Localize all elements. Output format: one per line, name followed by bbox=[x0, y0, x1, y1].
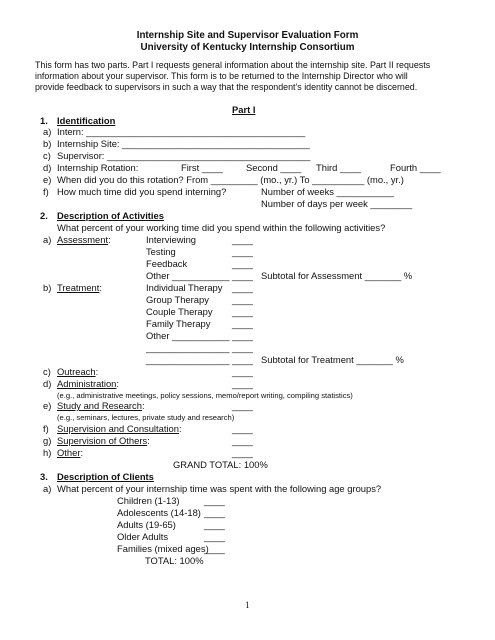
age-group-children: Children (1-13) bbox=[117, 495, 180, 506]
item-1c-letter: c) bbox=[43, 150, 51, 161]
item-2h-letter: h) bbox=[43, 447, 52, 458]
feedback-blank[interactable]: ____ bbox=[232, 258, 253, 269]
outreach-label: Outreach: bbox=[57, 366, 99, 377]
page-number: 1 bbox=[245, 600, 250, 610]
activities-question: What percent of your working time did you spend within the following activities? bbox=[57, 222, 386, 233]
form-title: Internship Site and Supervisor Evaluation Form bbox=[136, 30, 359, 41]
study-research-note: (e.g., seminars, lectures, private study and research) bbox=[57, 413, 235, 422]
item-2a-letter: a) bbox=[43, 234, 52, 245]
item-2c-letter: c) bbox=[43, 366, 51, 377]
item-1d-letter: d) bbox=[43, 162, 52, 173]
activity-individual-therapy: Individual Therapy bbox=[146, 282, 223, 293]
group-therapy-blank[interactable]: ____ bbox=[232, 294, 253, 305]
activity-feedback: Feedback bbox=[146, 258, 188, 269]
section-3-title: Description of Clients bbox=[57, 471, 154, 482]
intro-line-3: provide feedback to supervisors in such a way that the respondent’s identity cannot be discerned. bbox=[35, 82, 418, 92]
treatment-label: Treatment: bbox=[57, 282, 102, 293]
study-research-blank[interactable]: ____ bbox=[232, 400, 253, 411]
age-group-adolescents: Adolescents (14-18) bbox=[117, 507, 201, 518]
study-research-label: Study and Research: bbox=[57, 400, 145, 411]
treatment-blank-2-percent[interactable]: ____ bbox=[232, 354, 253, 365]
testing-blank[interactable]: ____ bbox=[232, 246, 253, 257]
item-2e-letter: e) bbox=[43, 400, 52, 411]
children-blank[interactable]: ____ bbox=[204, 495, 225, 506]
supervision-consultation-label: Supervision and Consultation: bbox=[57, 423, 182, 434]
form-subtitle: University of Kentucky Internship Consortium bbox=[140, 42, 355, 53]
treatment-other-blank[interactable]: ____ bbox=[232, 330, 253, 341]
intro-line-2: information about your supervisor. This form is to be returned to the Internship Director who will bbox=[35, 71, 408, 81]
item-2g-letter: g) bbox=[43, 435, 52, 446]
older-adults-blank[interactable]: ____ bbox=[204, 531, 225, 542]
section-2-number: 2. bbox=[40, 210, 48, 221]
rotation-third-field[interactable]: Third ____ bbox=[316, 162, 361, 173]
rotation-dates-field[interactable]: When did you do this rotation? From _________ (mo., yr.) To __________ (mo., yr.) bbox=[57, 174, 404, 185]
grand-total: GRAND TOTAL: 100% bbox=[173, 459, 268, 470]
activity-interviewing: Interviewing bbox=[146, 234, 197, 245]
adults-blank[interactable]: ____ bbox=[204, 519, 225, 530]
item-2b-letter: b) bbox=[43, 282, 52, 293]
administration-note: (e.g., administrative meetings, policy sessions, memo/report writing, compiling statistics) bbox=[57, 391, 353, 400]
rotation-label: Internship Rotation: bbox=[57, 162, 139, 173]
outreach-blank[interactable]: ____ bbox=[232, 366, 253, 377]
item-1f-letter: f) bbox=[43, 186, 49, 197]
other-activity-label: Other: bbox=[57, 447, 84, 458]
other-activity-blank[interactable]: ____ bbox=[232, 447, 253, 458]
item-1a-letter: a) bbox=[43, 126, 52, 137]
treatment-blank-1-percent[interactable]: ____ bbox=[232, 342, 253, 353]
assessment-other-blank[interactable]: ____ bbox=[232, 270, 253, 281]
supervision-others-blank[interactable]: ____ bbox=[232, 435, 253, 446]
activity-treatment-blank-2[interactable]: ________________ bbox=[146, 354, 230, 365]
item-3a-letter: a) bbox=[43, 483, 52, 494]
administration-blank[interactable]: ____ bbox=[232, 378, 253, 389]
families-blank[interactable]: ____ bbox=[204, 543, 225, 554]
treatment-subtotal[interactable]: Subtotal for Treatment _______ % bbox=[261, 354, 404, 365]
adolescents-blank[interactable]: ____ bbox=[204, 507, 225, 518]
rotation-first-field[interactable]: First ____ bbox=[181, 162, 223, 173]
intern-field[interactable]: Intern: __________________________________________ bbox=[57, 126, 306, 137]
activity-testing: Testing bbox=[146, 246, 176, 257]
time-interning-label: How much time did you spend interning? bbox=[57, 186, 227, 197]
activity-family-therapy: Family Therapy bbox=[146, 318, 211, 329]
activity-group-therapy: Group Therapy bbox=[146, 294, 209, 305]
section-2-title: Description of Activities bbox=[57, 210, 164, 221]
age-groups-total: TOTAL: 100% bbox=[145, 555, 204, 566]
administration-label: Administration: bbox=[57, 378, 120, 389]
supervision-consultation-blank[interactable]: ____ bbox=[232, 423, 253, 434]
item-2f-letter: f) bbox=[43, 423, 49, 434]
supervision-others-label: Supervision of Others: bbox=[57, 435, 150, 446]
section-1-number: 1. bbox=[40, 115, 48, 126]
interviewing-blank[interactable]: ____ bbox=[232, 234, 253, 245]
couple-therapy-blank[interactable]: ____ bbox=[232, 306, 253, 317]
activity-assessment-other[interactable]: Other ___________ bbox=[146, 270, 230, 281]
item-1b-letter: b) bbox=[43, 138, 52, 149]
supervisor-field[interactable]: Supervisor: _______________________________________ bbox=[57, 150, 311, 161]
activity-treatment-blank-1[interactable]: ________________ bbox=[146, 342, 230, 353]
age-group-families: Families (mixed ages) bbox=[117, 543, 209, 554]
days-per-week-field[interactable]: Number of days per week ________ bbox=[261, 198, 413, 209]
rotation-fourth-field[interactable]: Fourth ____ bbox=[390, 162, 441, 173]
activity-couple-therapy: Couple Therapy bbox=[146, 306, 213, 317]
internship-site-field[interactable]: Internship Site: ____________________________________ bbox=[57, 138, 310, 149]
part-heading: Part I bbox=[232, 104, 256, 115]
age-groups-question: What percent of your internship time was spent with the following age groups? bbox=[57, 483, 382, 494]
section-1-title: Identification bbox=[57, 115, 116, 126]
age-group-adults: Adults (19-65) bbox=[117, 519, 176, 530]
item-1e-letter: e) bbox=[43, 174, 52, 185]
age-group-older-adults: Older Adults bbox=[117, 531, 169, 542]
number-of-weeks-field[interactable]: Number of weeks ___________ bbox=[261, 186, 394, 197]
item-2d-letter: d) bbox=[43, 378, 52, 389]
section-3-number: 3. bbox=[40, 471, 48, 482]
activity-treatment-other[interactable]: Other ___________ bbox=[146, 330, 230, 341]
rotation-second-field[interactable]: Second ____ bbox=[246, 162, 302, 173]
assessment-label: Assessment: bbox=[57, 234, 111, 245]
assessment-subtotal[interactable]: Subtotal for Assessment _______ % bbox=[261, 270, 413, 281]
intro-line-1: This form has two parts. Part I requests general information about the internship site. Part II requests bbox=[35, 60, 431, 70]
family-therapy-blank[interactable]: ____ bbox=[232, 318, 253, 329]
individual-therapy-blank[interactable]: ____ bbox=[232, 282, 253, 293]
